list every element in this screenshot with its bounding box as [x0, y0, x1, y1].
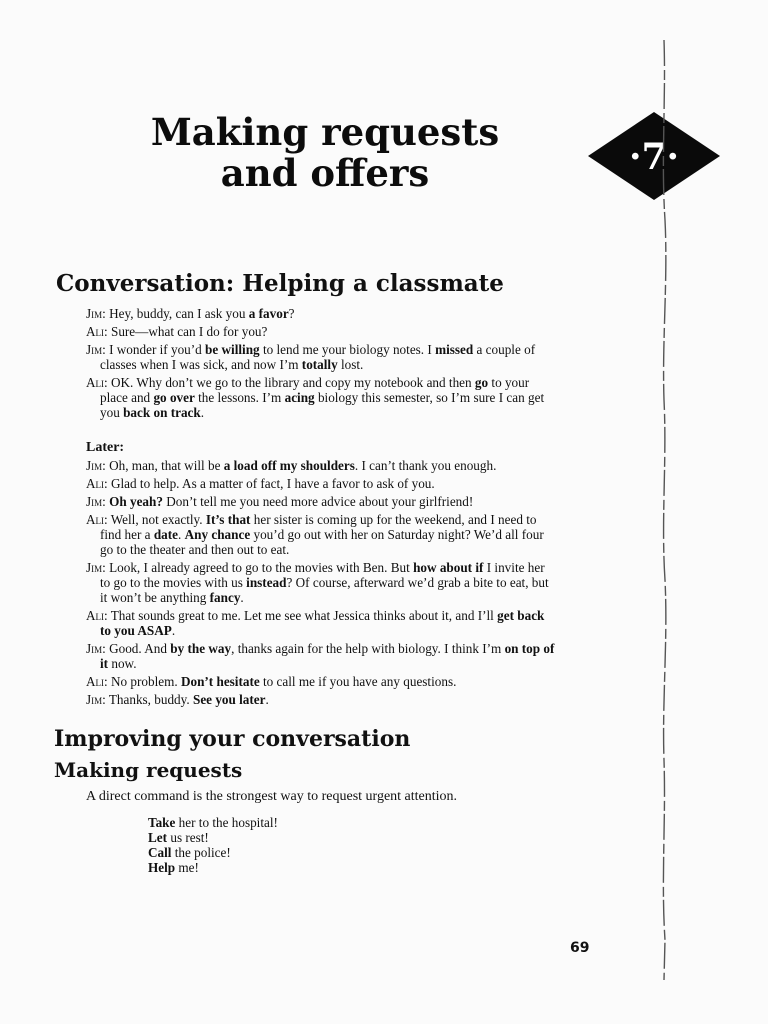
dialogue-text: biology this semester, so I’m sure I can get you — [100, 390, 545, 420]
key-phrase: go over — [153, 390, 195, 405]
key-phrase: fancy — [209, 590, 241, 605]
dialogue-text: to call me if you have any questions. — [259, 674, 457, 689]
speaker-label: Ali: — [86, 375, 108, 390]
command-rest: me! — [175, 860, 199, 875]
dialogue-line — [86, 674, 556, 689]
dialogue-part-2-container — [86, 432, 556, 710]
key-phrase: missed — [435, 342, 474, 357]
dialogue-text: I wonder if you’d — [109, 342, 206, 357]
dialogue-text: her sister is coming up for the weekend, and I need to find her a — [100, 512, 537, 542]
dialogue-text: That sounds great to me. Let me see what Jessica thinks about it, and I’ll — [110, 608, 498, 623]
dialogue-text: Don’t tell me you need more advice about your girlfriend! — [162, 494, 474, 509]
key-phrase: instead — [246, 575, 287, 590]
dialogue-line — [86, 342, 556, 372]
chapter-title-line-2: and offers — [220, 151, 430, 195]
dialogue-text: , thanks again for the help with biology. I think I’m — [231, 641, 505, 656]
example-command — [148, 830, 278, 845]
later-label: Later: — [86, 440, 125, 455]
example-command — [148, 860, 278, 875]
key-phrase: totally — [301, 357, 338, 372]
speaker-label: Jim: — [86, 306, 106, 321]
key-phrase: back on track — [123, 405, 201, 420]
command-verb: Call — [148, 845, 172, 860]
command-rest: her to the hospital! — [175, 815, 278, 830]
key-phrase: go — [474, 375, 489, 390]
dialogue-text: Sure—what can I do for you? — [110, 324, 268, 339]
example-command — [148, 845, 278, 860]
making-requests-subheading: Making requests — [54, 758, 243, 782]
dialogue-line — [86, 324, 556, 339]
speaker-label: Jim: — [86, 494, 106, 509]
dialogue-part-1 — [86, 306, 556, 423]
speaker-label: Jim: — [86, 560, 106, 575]
example-commands-list — [148, 815, 278, 875]
key-phrase: by the way — [170, 641, 232, 656]
key-phrase: It’s that — [205, 512, 251, 527]
speaker-label: Jim: — [86, 641, 106, 656]
dialogue-part-2 — [86, 458, 556, 707]
dialogue-line — [86, 458, 556, 473]
speaker-label: Ali: — [86, 674, 108, 689]
chapter-title — [150, 112, 500, 194]
key-phrase: a load off my shoulders — [223, 458, 355, 473]
dialogue-text: Look, I already agreed to go to the movies with Ben. But — [109, 560, 414, 575]
dialogue-text: ? — [288, 306, 295, 321]
key-phrase: Any chance — [184, 527, 251, 542]
dialogue-line — [86, 641, 556, 671]
dialogue-text: lost. — [337, 357, 364, 372]
dialogue-text: . — [240, 590, 244, 605]
command-verb: Help — [148, 860, 176, 875]
dialogue-text: Glad to help. As a matter of fact, I have a favor to ask of you. — [110, 476, 435, 491]
dialogue-text: Hey, buddy, can I ask you — [109, 306, 249, 321]
dialogue-line — [86, 560, 556, 605]
page-number: 69 — [570, 940, 590, 956]
dialogue-text: to lend me your biology notes. I — [259, 342, 436, 357]
dialogue-text: . — [171, 623, 176, 638]
key-phrase: how about if — [413, 560, 484, 575]
speaker-label: Jim: — [86, 692, 106, 707]
dialogue-text: . — [200, 405, 205, 420]
dialogue-text: a couple of classes when I was sick, and now I’m — [100, 342, 536, 372]
key-phrase: acing — [284, 390, 315, 405]
speaker-label: Jim: — [86, 458, 106, 473]
speaker-label: Ali: — [86, 324, 108, 339]
dialogue-text: you’d go out with her on Saturday night? We’d all four go to the theater and then out to eat. — [100, 527, 544, 557]
dialogue-text: to your place and — [100, 375, 530, 405]
example-command — [148, 815, 278, 830]
key-phrase: date — [153, 527, 179, 542]
dialogue-text: Well, not exactly. — [110, 512, 206, 527]
command-rest: us rest! — [167, 830, 209, 845]
speaker-label: Ali: — [86, 608, 108, 623]
dialogue-text: Thanks, buddy. — [108, 692, 193, 707]
dialogue-line — [86, 608, 556, 638]
dialogue-text: the lessons. I’m — [194, 390, 285, 405]
dialogue-text: Oh, man, that will be — [109, 458, 224, 473]
key-phrase: be willing — [205, 342, 260, 357]
conversation-heading: Conversation: Helping a classmate — [56, 270, 504, 297]
key-phrase: get back to you ASAP — [100, 608, 545, 638]
dialogue-text: I invite her to go to the movies with us — [100, 560, 545, 590]
command-verb: Let — [148, 830, 168, 845]
dialogue-line — [86, 692, 556, 707]
dialogue-text: . — [265, 692, 269, 707]
dialogue-line — [86, 494, 556, 509]
dialogue-line — [86, 306, 556, 321]
dialogue-text: now. — [108, 656, 137, 671]
torn-page-edge — [652, 40, 676, 980]
dialogue-line — [86, 375, 556, 420]
dialogue-text: ? Of course, afterward we’d grab a bite to eat, but it won’t be anything — [100, 575, 549, 605]
key-phrase: Oh yeah? — [109, 494, 163, 509]
key-phrase: on top of it — [100, 641, 555, 671]
dialogue-text: No problem. — [110, 674, 181, 689]
key-phrase: Don’t hesitate — [180, 674, 260, 689]
key-phrase: See you later — [192, 692, 266, 707]
key-phrase: a favor — [248, 306, 289, 321]
dialogue-text: Good. And — [109, 641, 171, 656]
improving-heading: Improving your conversation — [54, 726, 411, 752]
speaker-label: Jim: — [86, 342, 106, 357]
dialogue-text: . I can’t thank you enough. — [354, 458, 497, 473]
dialogue-text: . — [178, 527, 185, 542]
speaker-label: Ali: — [86, 512, 108, 527]
command-verb: Take — [148, 815, 176, 830]
command-rest: the police! — [171, 845, 231, 860]
dialogue-text: OK. Why don’t we go to the library and copy my notebook and then — [110, 375, 475, 390]
dialogue-line — [86, 476, 556, 491]
speaker-label: Ali: — [86, 476, 108, 491]
dialogue-line — [86, 512, 556, 557]
chapter-title-line-1: Making requests — [150, 110, 500, 154]
intro-paragraph: A direct command is the strongest way to request urgent attention. — [86, 789, 458, 804]
chapter-number: ·7· — [628, 136, 680, 178]
